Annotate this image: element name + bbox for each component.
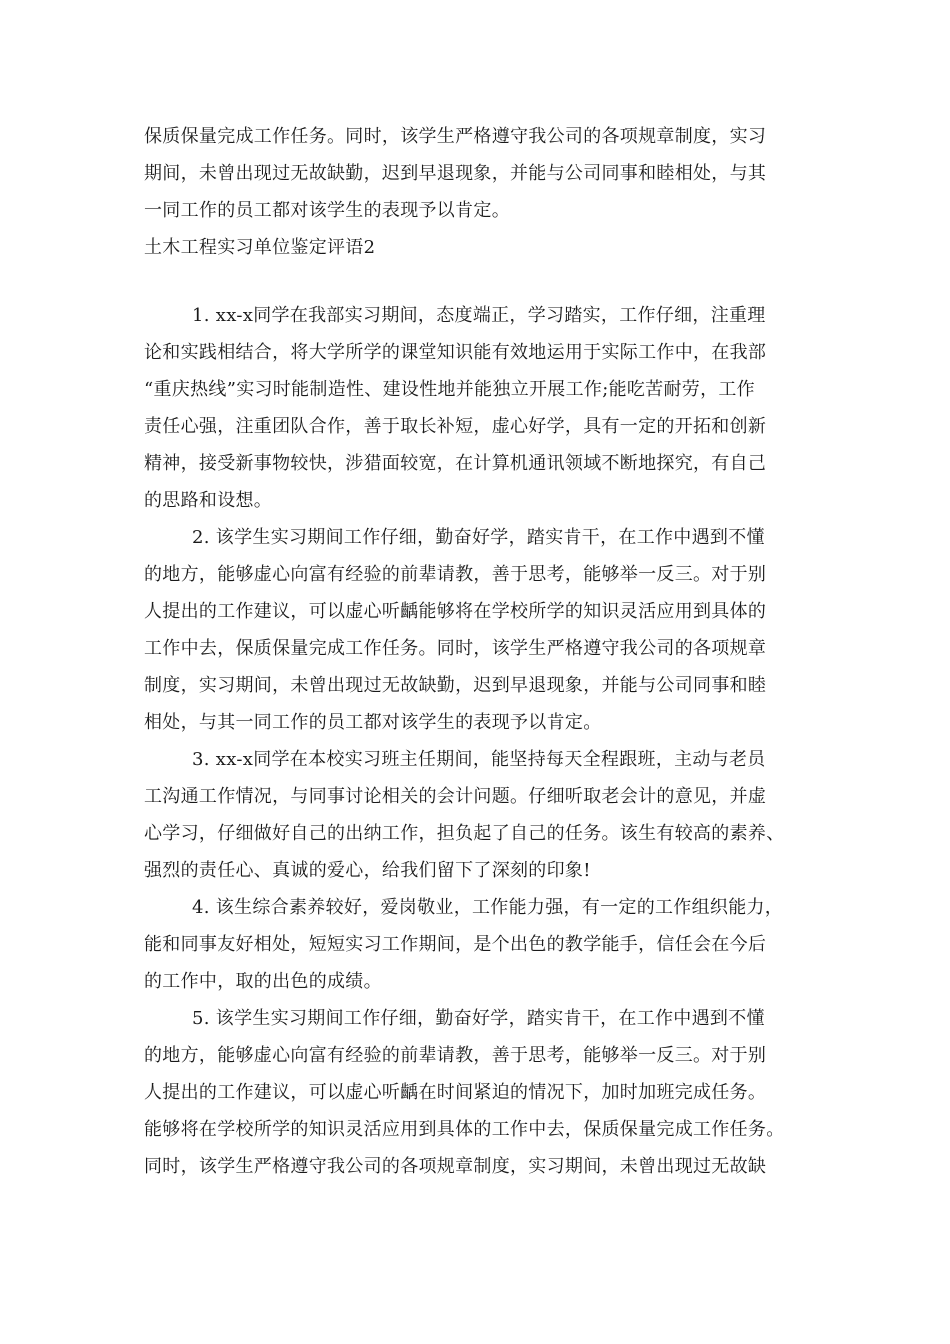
text-line: 人提出的工作建议，可以虚心听齲在时间紧迫的情况下，加时加班完成任务。 [144, 1082, 767, 1103]
text-line: 的工作中，取的出色的成绩。 [144, 971, 382, 992]
text-line: 人提出的工作建议，可以虚心听齲能够将在学校所学的知识灵活应用到具体的 [144, 601, 767, 622]
paragraph-2-first-line: 2. 该学生实习期间工作仔细，勤奋好学，踏实肯干，在工作中遇到不懂 [192, 527, 765, 548]
paragraph-1-first-line: 1. xx-x同学在我部实习期间，态度端正，学习踏实，工作仔细，注重理 [192, 305, 766, 326]
paragraph-3-first-line: 3. xx-x同学在本校实习班主任期间，能坚持每天全程跟班，主动与老员 [192, 749, 766, 770]
text-line: 期间，未曾出现过无故缺勤，迟到早退现象，并能与公司同事和睦相处，与其 [144, 163, 767, 184]
text-line: 工作中去，保质保量完成工作任务。同时，该学生严格遵守我公司的各项规章 [144, 638, 767, 659]
text-line: 心学习，仔细做好自己的出纳工作，担负起了自己的任务。该生有较高的素养、 [144, 823, 785, 844]
section-heading: 土木工程实习单位鉴定评语2 [144, 237, 376, 258]
text-line: 责任心强，注重团队合作，善于取长补短，虚心好学，具有一定的开拓和创新 [144, 416, 767, 437]
text-line: “重庆热线”实习时能制造性、建设性地并能独立开展工作;能吃苦耐劳，工作 [144, 379, 755, 400]
text-line: 强烈的责任心、真诚的爱心，给我们留下了深刻的印象! [144, 860, 591, 881]
text-line: 精神，接受新事物较快，涉猎面较宽，在计算机通讯领域不断地探究，有自己 [144, 453, 767, 474]
text-line: 论和实践相结合，将大学所学的课堂知识能有效地运用于实际工作中，在我部 [144, 342, 767, 363]
text-line: 能和同事友好相处，短短实习工作期间，是个出色的教学能手，信任会在今后 [144, 934, 767, 955]
text-line: 一同工作的员工都对该学生的表现予以肯定。 [144, 200, 510, 221]
text-line: 相处，与其一同工作的员工都对该学生的表现予以肯定。 [144, 712, 602, 733]
text-line: 能够将在学校所学的知识灵活应用到具体的工作中去，保质保量完成工作任务。 [144, 1119, 785, 1140]
text-line: 工沟通工作情况，与同事讨论相关的会计问题。仔细听取老会计的意见，并虚 [144, 786, 767, 807]
text-line: 同时，该学生严格遵守我公司的各项规章制度，实习期间，未曾出现过无故缺 [144, 1156, 767, 1177]
text-line: 的地方，能够虚心向富有经验的前辈请教，善于思考，能够举一反三。对于别 [144, 564, 767, 585]
text-line: 保质保量完成工作任务。同时，该学生严格遵守我公司的各项规章制度，实习 [144, 126, 767, 147]
text-line: 的地方，能够虚心向富有经验的前辈请教，善于思考，能够举一反三。对于别 [144, 1045, 767, 1066]
paragraph-5-first-line: 5. 该学生实习期间工作仔细，勤奋好学，踏实肯干，在工作中遇到不懂 [192, 1008, 765, 1029]
text-line: 制度，实习期间，未曾出现过无故缺勤，迟到早退现象，并能与公司同事和睦 [144, 675, 767, 696]
paragraph-4-first-line: 4. 该生综合素养较好，爱岗敬业，工作能力强，有一定的工作组织能力， [192, 897, 784, 918]
text-line: 的思路和设想。 [144, 490, 273, 511]
